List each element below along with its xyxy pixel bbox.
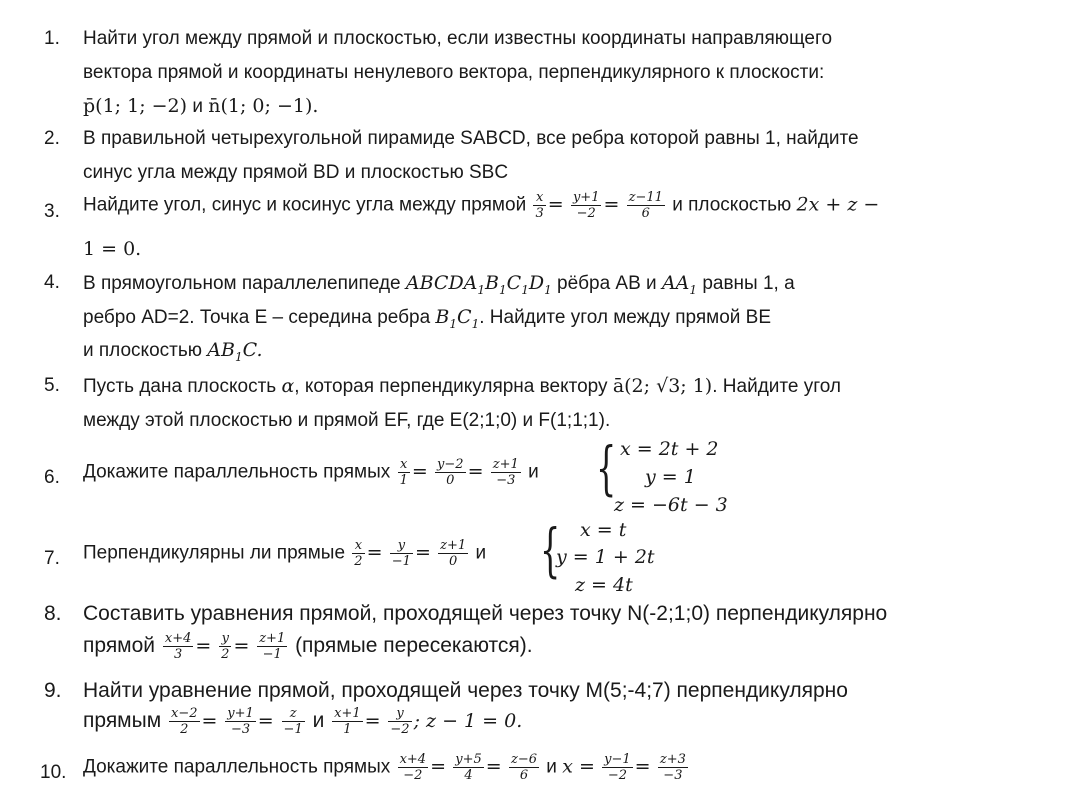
fraction: $\frac{z}{-1}$ (283, 706, 303, 737)
left-brace: { (540, 516, 561, 584)
fraction: $\frac{y+1}{-2}$ (572, 190, 600, 221)
item-5-line-1: Пусть дана плоскость α, которая перпендикулярна вектору ā(2; √3; 1). Найдите угол (83, 375, 841, 397)
fraction: $\frac{y}{-2}$ (390, 706, 410, 737)
fraction: $\frac{x}{2}$ (354, 538, 363, 569)
plane-ab1c: $AB_1C$. (207, 339, 263, 364)
item-8-line-1: Составить уравнения прямой, проходящей через точку N(-2;1;0) перпендикулярно (83, 602, 888, 625)
item-9-line-2: прямым $\frac{x-2}{2}$ = $\frac{y+1}{-3}$ = $\frac{z}{-1}$ и $\frac{x+1}{1}$ = $\frac{y}{-2}$ ; z − 1 = 0. (83, 706, 523, 737)
item-number-2: 2. (44, 128, 60, 149)
item-number-9: 9. (44, 679, 62, 702)
fraction: $\frac{y-1}{-2}$ (604, 752, 631, 783)
fraction: $\frac{x}{1}$ (399, 457, 408, 488)
system-eq-1: x = t (580, 519, 627, 541)
left-brace: { (596, 434, 617, 502)
fraction: $\frac{z+3}{-3}$ (659, 752, 686, 783)
item-3-text: Найдите угол, синус и косинус угла между прямой (83, 194, 527, 216)
fraction: $\frac{z+1}{-1}$ (259, 631, 286, 662)
fraction: $\frac{z-11}{6}$ (628, 190, 663, 221)
item-4-line-2: ребро AD=2. Точка E – середина ребра $B_1C_1$. Найдите угол между прямой BE (83, 306, 772, 331)
edge-aa1: $AA_1$ (661, 272, 698, 297)
plane-text: и плоскостью (672, 194, 792, 216)
vector-p: p̄(1; 1; −2) (83, 95, 188, 117)
item-5-line-2: между этой плоскостью и прямой EF, где E(2;1;0) и F(1;1;1). (83, 410, 611, 431)
item-4-line-3: и плоскостью $AB_1C$. (83, 339, 263, 364)
fraction: $\frac{y}{2}$ (221, 631, 230, 662)
fraction: $\frac{x+4}{3}$ (164, 631, 192, 662)
fraction: $\frac{z+1}{0}$ (440, 538, 467, 569)
item-2-line-1: В правильной четырехугольной пирамиде SABCD, все ребра которой равны 1, найдите (83, 128, 859, 149)
item-1-line-1: Найти угол между прямой и плоскостью, если известны координаты направляющего (83, 28, 833, 49)
fraction: $\frac{x+1}{1}$ (334, 706, 361, 737)
alpha-symbol: α (281, 375, 295, 397)
item-2-line-2: синус угла между прямой BD и плоскостью SBC (83, 162, 509, 183)
item-number-1: 1. (44, 28, 60, 49)
item-4-line-1: В прямоугольном параллелепипеде $ABCDA_1B_1C_1D_1$ рёбра AB и $AA_1$ равны 1, а (83, 272, 795, 297)
fraction: $\frac{x-2}{2}$ (171, 706, 198, 737)
item-number-4: 4. (44, 272, 60, 293)
item-6-line: Докажите параллельность прямых $\frac{x}{1}$ = $\frac{y-2}{0}$ = $\frac{z+1}{-3}$ и (83, 457, 539, 488)
item-3-line-1: Найдите угол, синус и косинус угла между прямой $\frac{x}{3}$ = $\frac{y+1}{-2}$ = $\frac{z-11}{6}$ и плоскостью 2x + z − (83, 190, 880, 221)
fraction: $\frac{y-2}{0}$ (437, 457, 464, 488)
item-number-3: 3. (44, 201, 60, 222)
and-word: и (192, 96, 203, 117)
fraction: $\frac{z+1}{-3}$ (492, 457, 519, 488)
plane-equation: 2x + z − (796, 193, 880, 216)
item-number-6: 6. (44, 467, 60, 488)
fraction: $\frac{y+5}{4}$ (455, 752, 482, 783)
fraction: $\frac{x}{3}$ (535, 190, 544, 221)
vector-a: ā(2; √3; 1) (612, 375, 713, 397)
system-eq-2: y = 1 + 2t (556, 546, 655, 568)
fraction: $\frac{z-6}{6}$ (510, 752, 537, 783)
fraction: $\frac{y}{-1}$ (391, 538, 411, 569)
item-1-line-2: вектора прямой и координаты ненулевого вектора, перпендикулярного к плоскости: (83, 62, 825, 83)
item-1-line-3 (83, 95, 318, 118)
item-number-5: 5. (44, 375, 60, 396)
item-number-7: 7. (44, 548, 60, 569)
fraction: $\frac{y+1}{-3}$ (227, 706, 254, 737)
item-3-continuation: 1 = 0. (83, 238, 142, 260)
box-name: $ABCDA_1B_1C_1D_1$ (405, 272, 552, 297)
item-number-8: 8. (44, 602, 62, 625)
item-10-line: Докажите параллельность прямых $\frac{x+4}{-2}$ = $\frac{y+5}{4}$ = $\frac{z-6}{6}$ и x = $\frac{y-1}{-2}$ = $\frac{z+3}{-3}$ (83, 752, 686, 783)
system-eq-2: y = 1 (645, 466, 696, 488)
fraction: $\frac{x+4}{-2}$ (399, 752, 427, 783)
edge-b1c1: $B_1C_1$ (435, 306, 480, 331)
item-8-line-2: прямой $\frac{x+4}{3}$ = $\frac{y}{2}$ = $\frac{z+1}{-1}$ (прямые пересекаются). (83, 631, 533, 662)
item-9-line-1: Найти уравнение прямой, проходящей через точку M(5;-4;7) перпендикулярно (83, 679, 848, 702)
system-eq-3: z = −6t − 3 (614, 494, 728, 516)
system-eq-3: z = 4t (575, 574, 633, 596)
system-eq-1: x = 2t + 2 (620, 438, 719, 460)
item-number-10: 10. (40, 762, 67, 783)
vector-n: n̄(1; 0; −1). (208, 95, 319, 117)
item-7-line: Перпендикулярны ли прямые $\frac{x}{2}$ = $\frac{y}{-1}$ = $\frac{z+1}{0}$ и (83, 538, 487, 569)
